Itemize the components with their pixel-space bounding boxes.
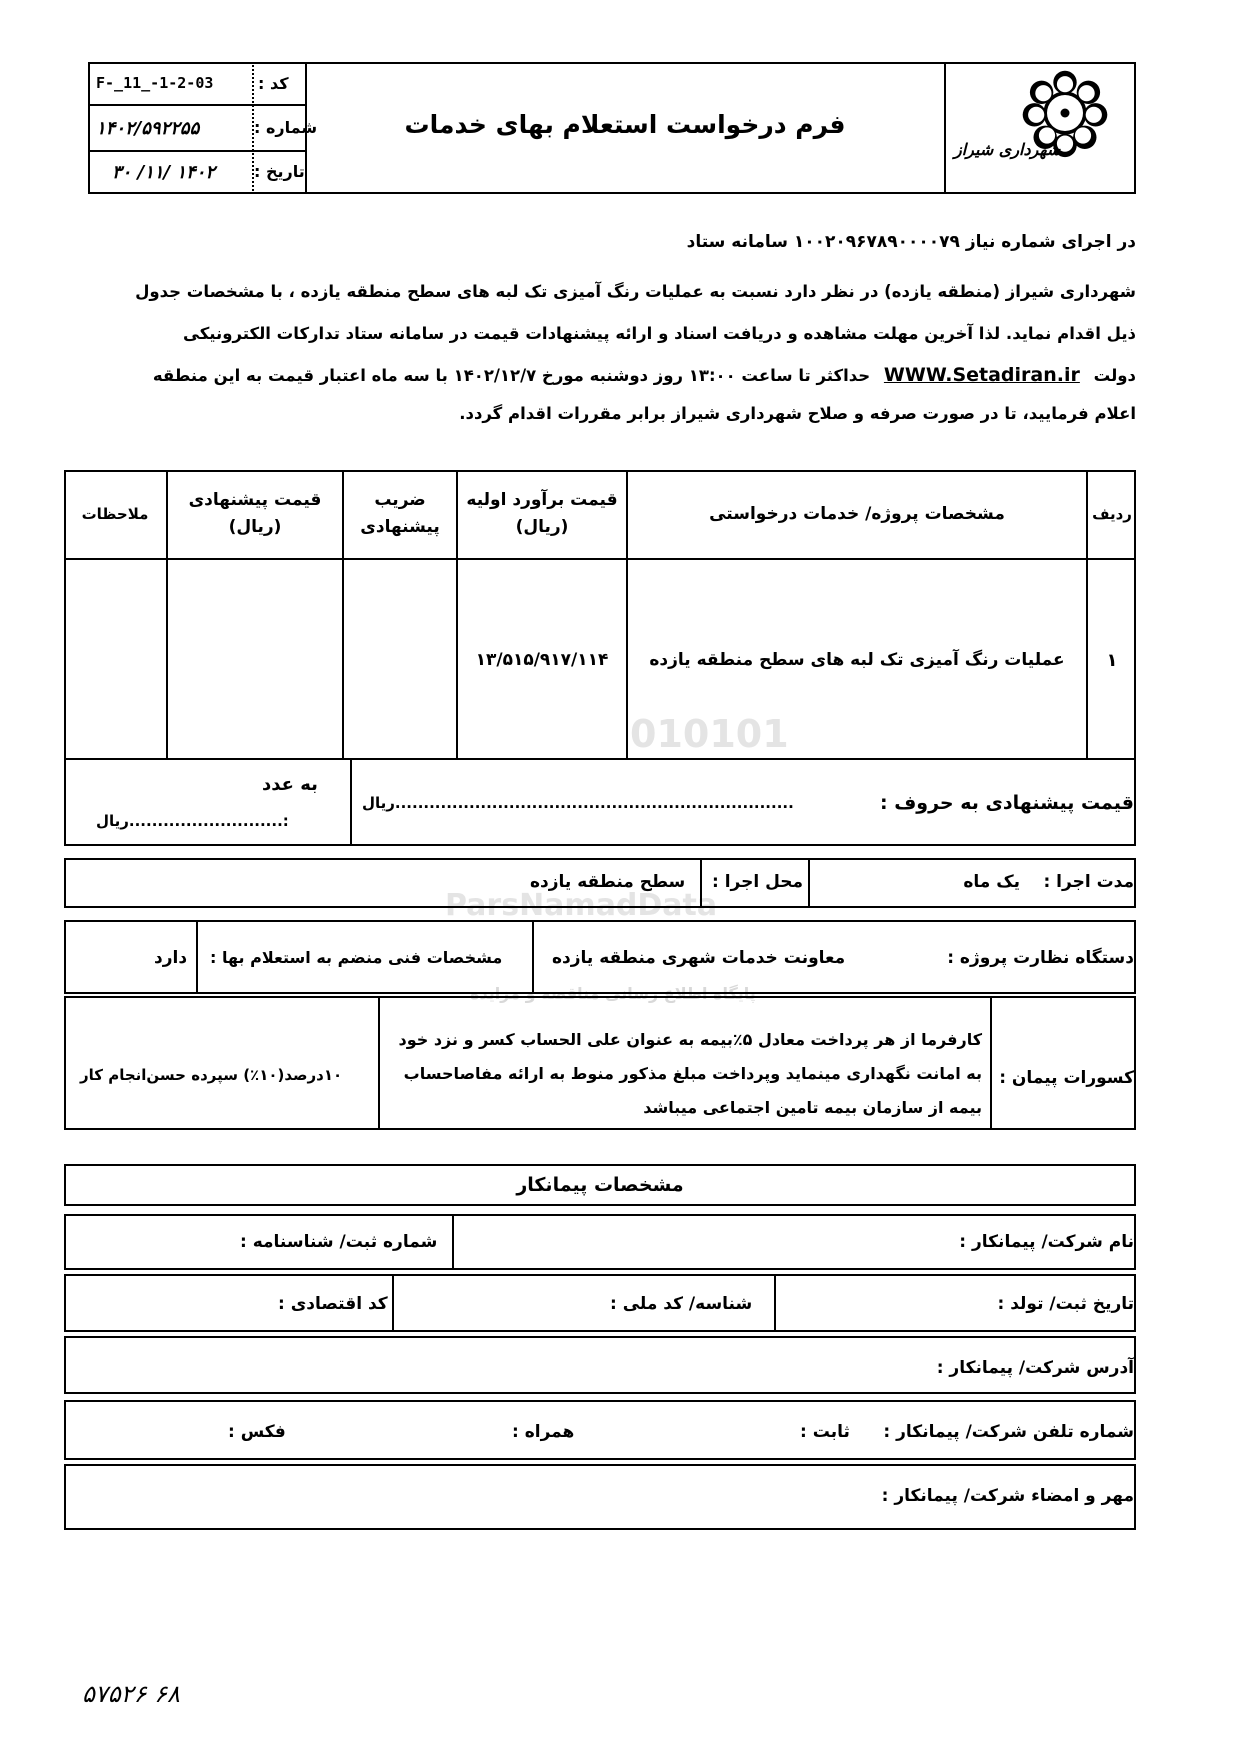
th-row: ردیف	[1092, 505, 1132, 523]
duration-divider-2	[700, 858, 702, 908]
watermark-digits: 010101	[630, 712, 789, 756]
th-notes: ملاحظات	[81, 505, 149, 523]
supervisor-divider-2	[196, 920, 198, 994]
setadiran-link[interactable]: WWW.Setadiran.ir	[883, 364, 1080, 386]
registration-no-input[interactable]	[66, 1216, 236, 1268]
offer-number-input[interactable]: :...........................ریال	[96, 812, 289, 830]
intro-line-3	[153, 364, 1136, 386]
offer-number-label: به عدد	[262, 774, 318, 795]
seal-input[interactable]	[66, 1466, 870, 1528]
intro-line-3a: دولت	[1093, 366, 1136, 385]
company-name-label: نام شرکت/ پیمانکار :	[959, 1232, 1134, 1252]
contractor-row-2-divider-1	[774, 1274, 776, 1332]
date-value: ۱۴۰۲ /۱۱/ ۳۰	[112, 162, 216, 183]
location-value: سطح منطقه یازده	[530, 872, 686, 892]
number-value: ۱۴۰۲/۵۹۲۲۵۵	[96, 118, 200, 139]
national-id-label: شناسه/ کد ملی :	[610, 1294, 753, 1314]
deductions-line-2: به امانت نگهداری مینماید وپرداخت مبلغ مذکور منوط به ارائه مفاصاحساب	[403, 1064, 982, 1083]
number-label: شماره :	[254, 118, 318, 137]
offer-divider	[350, 760, 352, 846]
supervisor-value: معاونت خدمات شهری منطقه یازده	[552, 948, 846, 968]
location-label: محل اجرا :	[712, 872, 804, 892]
th-estimate	[458, 470, 626, 558]
address-input[interactable]	[66, 1338, 910, 1392]
logo-text: شهرداری شیراز	[954, 140, 1061, 159]
supervisor-label: دستگاه نظارت پروژه :	[947, 948, 1134, 968]
th-coef-l1: ضریب	[374, 489, 426, 510]
duration-divider-1	[808, 858, 810, 908]
th-offer-l2: (ریال)	[228, 517, 282, 537]
intro-line-1: شهرداری شیراز (منطقه یازده) در نظر دارد نسبت به عملیات رنگ آمیزی تک لبه های سطح منطقه یازده ، با مشخصات جدول	[135, 282, 1136, 301]
intro-line-3b: حداکثر تا ساعت ۱۳:۰۰ روز دوشنبه مورخ ۱۴۰۲/۱۲/۷ با سه ماه اعتبار قیمت به این منطقه	[152, 366, 871, 385]
header-divider-right	[944, 62, 946, 194]
address-label: آدرس شرکت/ پیمانکار :	[936, 1358, 1134, 1378]
table-row-1-notes[interactable]	[64, 560, 166, 760]
table-row-1-estimate: ۱۳/۵۱۵/۹۱۷/۱۱۴	[475, 650, 609, 670]
code-label: کد :	[258, 74, 289, 93]
logo	[950, 68, 1130, 188]
table-row-1-num: ۱	[1106, 649, 1118, 671]
techspec-label: مشخصات فنی منضم به استعلام بها :	[210, 948, 503, 967]
mobile-label: همراه :	[512, 1422, 575, 1442]
th-estimate-l1: قیمت برآورد اولیه	[466, 489, 618, 510]
deductions-divider-2	[378, 996, 380, 1130]
th-coef-l2: پیشنهادی	[360, 517, 440, 537]
code-value: F-_11_-1-2-03	[96, 74, 214, 92]
supervisor-divider-1	[532, 920, 534, 994]
intro-line-2: ذیل اقدام نماید. لذا آخرین مهلت مشاهده و دریافت اسناد و ارائه پیشنهادات قیمت در سامانه ستاد تدارکات الکترونیکی	[183, 324, 1136, 343]
offer-words-label: قیمت پیشنهادی به حروف :	[880, 792, 1134, 814]
th-offer-l1: قیمت پیشنهادی	[188, 489, 322, 510]
header-row-line-2	[88, 150, 305, 152]
offer-words-input[interactable]: ......................................................................ریال	[362, 794, 794, 812]
economic-code-input[interactable]	[66, 1276, 274, 1330]
phone-label: شماره تلفن شرکت/ پیمانکار :	[883, 1422, 1134, 1442]
reg-date-label: تاریخ ثبت/ تولد :	[997, 1294, 1134, 1314]
seal-label: مهر و امضاء شرکت/ پیمانکار :	[881, 1486, 1134, 1506]
deductions-label: کسورات پیمان :	[999, 1068, 1134, 1088]
registration-no-label: شماره ثبت/ شناسنامه :	[240, 1232, 438, 1252]
th-spec: مشخصات پروژه/ خدمات درخواستی	[709, 504, 1005, 524]
deductions-divider-1	[990, 996, 992, 1130]
form-title: فرم درخواست استعلام بهای خدمات	[404, 110, 846, 139]
th-offer	[168, 470, 342, 558]
deductions-line-1: کارفرما از هر پرداخت معادل ۵٪بیمه به عنوان علی الحساب کسر و نزد خود	[398, 1030, 982, 1049]
date-label: تاریخ :	[254, 162, 305, 181]
economic-code-label: کد اقتصادی :	[278, 1294, 388, 1314]
watermark-subtitle: پایگاه اطلاع رسانی مناقصه و مزایده	[470, 984, 756, 1003]
intro-line-0: در اجرای شماره نیاز ۱۰۰۲۰۹۶۷۸۹۰۰۰۰۷۹ سامانه ستاد	[686, 232, 1136, 252]
th-estimate-l2: (ریال)	[515, 517, 569, 537]
duration-value: یک ماه	[963, 872, 1020, 892]
company-name-input[interactable]	[454, 1216, 1014, 1268]
fax-label: فکس :	[228, 1422, 286, 1442]
duration-label: مدت اجرا :	[1043, 872, 1134, 892]
table-row-1-spec: عملیات رنگ آمیزی تک لبه های سطح منطقه یازده	[649, 650, 1065, 670]
footer-handwritten-number: ۶۸ ۵۷۵۲۶	[82, 1680, 180, 1708]
intro-line-4: اعلام فرمایید، تا در صورت صرفه و صلاح شهرداری شیراز برابر مقررات اقدام گردد.	[459, 404, 1136, 423]
national-id-input[interactable]	[394, 1276, 606, 1330]
landline-label: ثابت :	[800, 1422, 850, 1442]
contractor-section-title: مشخصات پیمانکار	[516, 1174, 684, 1196]
header-row-line-1	[88, 104, 305, 106]
th-coef	[344, 470, 456, 558]
techspec-value: دارد	[154, 948, 188, 968]
table-row-1-coef[interactable]	[344, 560, 456, 760]
table-row-1-offer[interactable]	[168, 560, 342, 760]
watermark-brand: ParsNamadData	[445, 888, 718, 923]
deposit-text: ۱۰درصد(۱۰٪) سپرده حسن‌انجام کار	[80, 1066, 343, 1084]
deductions-line-3: بیمه از سازمان بیمه تامین اجتماعی میباشد	[643, 1098, 982, 1117]
